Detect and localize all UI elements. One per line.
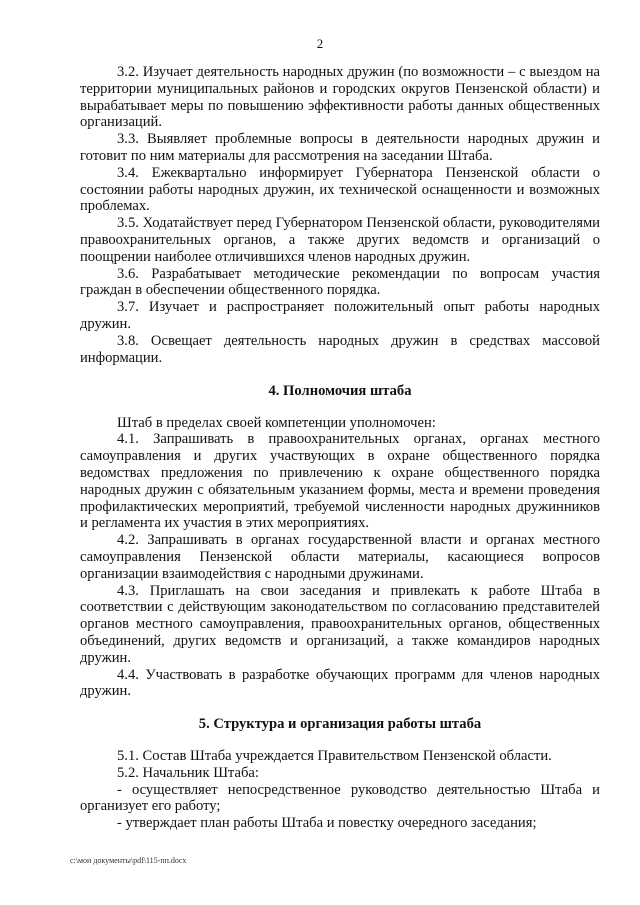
section-4-heading: 4. Полномочия штаба <box>268 382 412 399</box>
section-4-intro: Штаб в пределах своей компетенции уполномочен: <box>117 414 436 431</box>
paragraph-3-4: 3.4. Ежеквартально информирует Губернатора Пензенской области о состоянии работы народных дружин, их технической оснащенности и возможных проблемах. <box>80 164 600 215</box>
paragraph-3-6: 3.6. Разрабатывает методические рекомендации по вопросам участия граждан в обеспечении общественного порядка. <box>80 265 600 299</box>
paragraph-5-2-item-2: - утверждает план работы Штаба и повестку очередного заседания; <box>117 815 537 832</box>
paragraph-4-2: 4.2. Запрашивать в органах государственной власти и органах местного самоуправления Пензенской области материалы, касающиеся вопросов организации взаимодействия с народными дружинами. <box>80 532 600 582</box>
paragraph-5-2-item-1: - осуществляет непосредственное руководство деятельностью Штаба и организует его работу; <box>80 781 600 815</box>
paragraph-5-2: 5.2. Начальник Штаба: <box>117 764 259 781</box>
page-number: 2 <box>316 36 324 51</box>
paragraph-3-3: 3.3. Выявляет проблемные вопросы в деятельности народных дружин и готовит по ним материалы для рассмотрения на заседании Штаба. <box>80 131 600 164</box>
paragraph-3-7: 3.7. Изучает и распространяет положительный опыт работы народных дружин. <box>80 299 600 332</box>
paragraph-5-1: 5.1. Состав Штаба учреждается Правительством Пензенской области. <box>117 747 552 764</box>
paragraph-3-5: 3.5. Ходатайствует перед Губернатором Пензенской области, руководителями правоохранительных органов, а также других ведомств и организаций о поощрении наиболее отличившихся членов народных дружин. <box>80 215 600 265</box>
paragraph-4-1: 4.1. Запрашивать в правоохранительных органах, органах местного самоуправления и других участвующих в охране общественного порядка ведомствах предложения по привлечению к охране общественного порядка народных дружин с обязательным указанием формы, места и времени проведения профилактических мероприятий, требуемой численности народных дружинников и регламента их участия в этих мероприятиях. <box>80 431 600 532</box>
paragraph-4-3: 4.3. Приглашать на свои заседания и привлекать к работе Штаба в соответствии с действующим законодательством по согласованию представителей органов местного самоуправления, правоохранительных органов, общественных объединений, других ведомств и организаций, а также командиров народных дружин. <box>80 582 600 666</box>
document-body <box>80 64 600 832</box>
paragraph-3-2: 3.2. Изучает деятельность народных дружин (по возможности – с выездом на территории муниципальных районов и городских округов Пензенской области) и вырабатывает меры по повышению эффективности работы данных общественных организаций. <box>80 64 600 131</box>
section-5-heading: 5. Структура и организация работы штаба <box>198 716 482 733</box>
footer-file-path: c:\мои документы\pdf\115-пп.docx <box>70 856 187 865</box>
paragraph-3-8: 3.8. Освещает деятельность народных дружин в средствах массовой информации. <box>80 332 600 366</box>
paragraph-4-4: 4.4. Участвовать в разработке обучающих программ для членов народных дружин. <box>80 666 600 700</box>
